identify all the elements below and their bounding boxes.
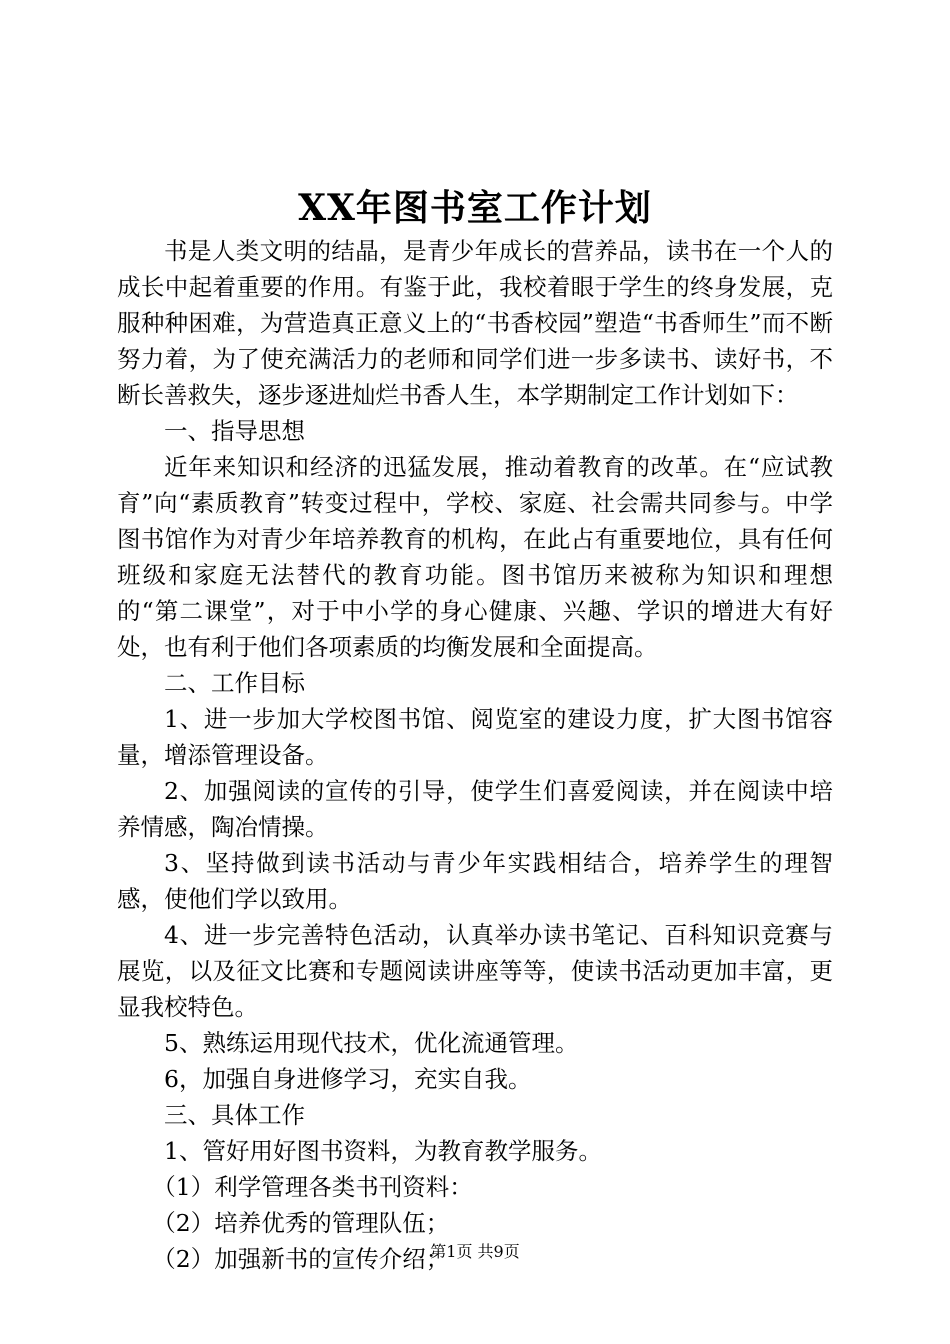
section-heading-work-goals: 二、工作目标 [164,669,305,697]
goal-item-3: 3、坚持做到读书活动与青少年实践相结合，培养学生的理智感，使他们学以致用。 [117,849,833,913]
intro-paragraph: 书是人类文明的结晶，是青少年成长的营养品，读书在一个人的成长中起着重要的作用。有鉴于此，我校着眼于学生的终身发展，克服种种困难，为营造真正意义上的“书香校园”塑造“书香师生”而不断努力着，为了使充满活力的老师和同学们进一步多读书、读好书，不断长善救失，逐步逐进灿烂书香人生，本学期制定工作计划如下： [117,237,833,409]
section-heading-specific-work: 三、具体工作 [164,1101,305,1129]
goal-item-6: 6，加强自身进修学习，充实自我。 [164,1065,532,1093]
work-subitem-2: （2）培养优秀的管理队伍； [152,1209,450,1237]
section-heading-guiding-ideology: 一、指导思想 [164,417,305,445]
work-item-1: 1、管好用好图书资料，为教育教学服务。 [164,1137,602,1165]
document-body [117,233,833,1277]
document-title: XX年图书室工作计划 [298,187,652,229]
guiding-ideology-paragraph: 近年来知识和经济的迅猛发展，推动着教育的改革。在“应试教育”向“素质教育”转变过程中，学校、家庭、社会需共同参与。中学图书馆作为对青少年培养教育的机构，在此占有重要地位，具有任何班级和家庭无法替代的教育功能。图书馆历来被称为知识和理想的“第二课堂”，对于中小学的身心健康、兴趣、学识的增进大有好处，也有利于他们各项素质的均衡发展和全面提高。 [117,453,833,661]
goal-item-1: 1、进一步加大学校图书馆、阅览室的建设力度，扩大图书馆容量，增添管理设备。 [117,705,833,769]
goal-item-5: 5、熟练运用现代技术，优化流通管理。 [164,1029,579,1057]
work-subitem-3: （2）加强新书的宣传介绍； [152,1245,450,1273]
goal-item-4: 4、进一步完善特色活动，认真举办读书笔记、百科知识竞赛与展览，以及征文比赛和专题阅读讲座等等，使读书活动更加丰富，更显我校特色。 [117,921,833,1021]
goal-item-2: 2、加强阅读的宣传的引导，使学生们喜爱阅读，并在阅读中培养情感，陶冶情操。 [117,777,833,841]
page-footer: 第1页 共9页 [430,1242,520,1261]
work-subitem-1: （1）利学管理各类书刊资料： [152,1173,473,1201]
